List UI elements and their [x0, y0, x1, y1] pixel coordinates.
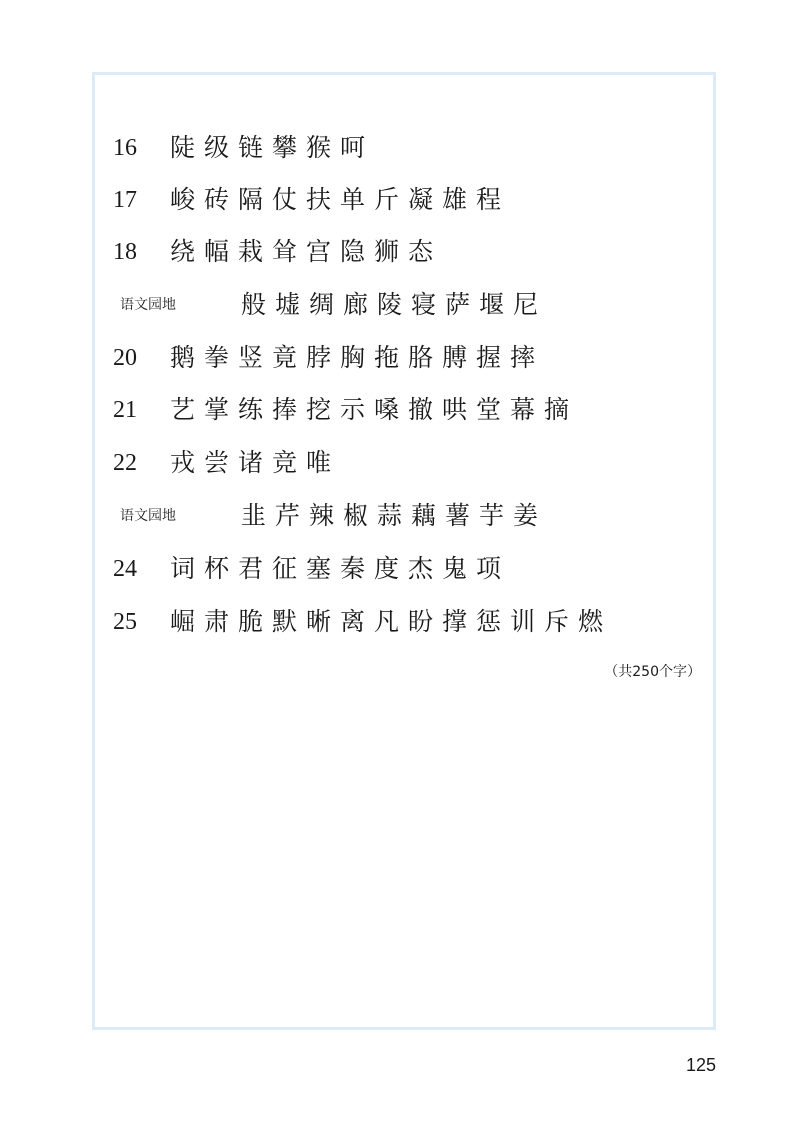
- lesson-number: 22: [113, 450, 137, 476]
- character-group: 绕幅栽耸宫隐狮态: [170, 237, 443, 266]
- character-total-note: （共250个字）: [604, 664, 701, 680]
- lesson-number: 20: [113, 345, 137, 371]
- character-group: 鹅拳竖竟脖胸拖胳膊握摔: [170, 343, 545, 372]
- lesson-number: 18: [113, 239, 137, 265]
- lesson-number: 24: [113, 556, 137, 582]
- character-group: 艺掌练捧挖示嗓撤哄堂幕摘: [170, 395, 579, 424]
- character-group: 词杯君征塞秦度杰鬼项: [170, 554, 511, 583]
- lesson-number: 16: [113, 135, 137, 161]
- content-panel: [92, 72, 716, 1030]
- character-group: 陡级链攀猴呵: [170, 133, 375, 162]
- character-group: 崛肃脆默晰离凡盼撑惩训斥燃: [170, 607, 613, 636]
- character-group: 戎尝诸竞唯: [170, 448, 341, 477]
- lesson-number: 21: [113, 397, 137, 423]
- section-label: 语文园地: [120, 508, 176, 524]
- page-number: 125: [686, 1055, 717, 1075]
- character-group: 韭芹辣椒蒜藕薯芋姜: [241, 501, 548, 530]
- lesson-number: 17: [113, 187, 137, 213]
- lesson-number: 25: [113, 609, 137, 635]
- character-group: 般墟绸廊陵寝萨堰尼: [241, 290, 548, 319]
- section-label: 语文园地: [120, 297, 176, 313]
- character-group: 峻砖隔仗扶单斤凝雄程: [170, 185, 511, 214]
